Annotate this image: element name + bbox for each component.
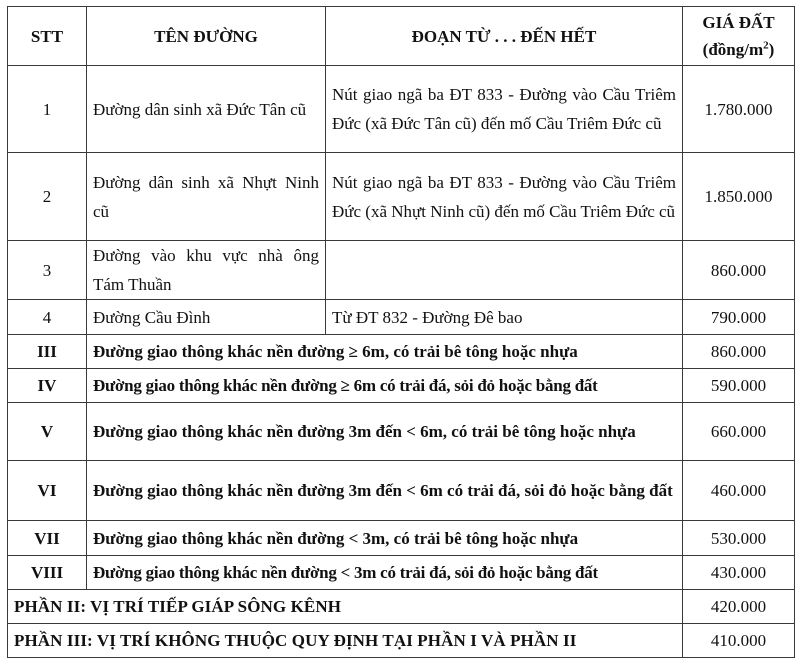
header-land-price <box>683 7 795 66</box>
category-number: IV <box>8 369 87 403</box>
land-price-table <box>7 6 795 658</box>
category-description: Đường giao thông khác nền đường ≥ 6m, có trải bê tông hoặc nhựa <box>87 335 683 369</box>
part-title: PHẦN III: VỊ TRÍ KHÔNG THUỘC QUY ĐỊNH TẠI PHẦN I VÀ PHẦN II <box>8 624 683 658</box>
category-price: 660.000 <box>683 403 795 461</box>
header-price-unit: $(đồng/m^2)$ <box>702 39 775 59</box>
row-stt: 4 <box>8 300 87 335</box>
category-number: VI <box>8 461 87 521</box>
table-row <box>8 241 795 300</box>
category-price: 430.000 <box>683 556 795 590</box>
row-price: 1.780.000 <box>683 66 795 153</box>
category-number: VIII <box>8 556 87 590</box>
category-row <box>8 369 795 403</box>
header-stt: STT <box>8 7 87 66</box>
table-row <box>8 300 795 335</box>
row-stt: 1 <box>8 66 87 153</box>
row-price: 860.000 <box>683 241 795 300</box>
row-road-name: Đường dân sinh xã Nhựt Ninh cũ <box>87 153 326 241</box>
row-road-name: Đường dân sinh xã Đức Tân cũ <box>87 66 326 153</box>
category-row <box>8 461 795 521</box>
category-number: V <box>8 403 87 461</box>
category-price: 530.000 <box>683 521 795 556</box>
category-description: Đường giao thông khác nền đường 3m đến < 6m, có trải bê tông hoặc nhựa <box>87 403 683 461</box>
category-price: 590.000 <box>683 369 795 403</box>
table-row <box>8 66 795 153</box>
row-stt: 3 <box>8 241 87 300</box>
header-row <box>8 7 795 66</box>
category-row <box>8 556 795 590</box>
category-number: III <box>8 335 87 369</box>
category-price: 860.000 <box>683 335 795 369</box>
category-row <box>8 403 795 461</box>
header-price-title: GIÁ ĐẤT <box>702 13 775 32</box>
part-price: 420.000 <box>683 590 795 624</box>
row-road-name: Đường vào khu vực nhà ông Tám Thuần <box>87 241 326 300</box>
row-segment: Nút giao ngã ba ĐT 833 - Đường vào Cầu Triêm Đức (xã Đức Tân cũ) đến mố Cầu Triêm Đức cũ <box>326 66 683 153</box>
category-row <box>8 335 795 369</box>
row-segment <box>326 241 683 300</box>
part-title: PHẦN II: VỊ TRÍ TIẾP GIÁP SÔNG KÊNH <box>8 590 683 624</box>
row-segment: Nút giao ngã ba ĐT 833 - Đường vào Cầu Triêm Đức (xã Nhựt Ninh cũ) đến mố Cầu Triêm Đức cũ <box>326 153 683 241</box>
part-row <box>8 590 795 624</box>
table-row <box>8 153 795 241</box>
row-stt: 2 <box>8 153 87 241</box>
category-description: Đường giao thông khác nền đường 3m đến < 6m có trải đá, sỏi đỏ hoặc bằng đất <box>87 461 683 521</box>
part-price: 410.000 <box>683 624 795 658</box>
row-price: 1.850.000 <box>683 153 795 241</box>
category-description: Đường giao thông khác nền đường ≥ 6m có trải đá, sỏi đỏ hoặc bằng đất <box>87 369 683 403</box>
category-description: Đường giao thông khác nền đường < 3m có trải đá, sỏi đỏ hoặc bằng đất <box>87 556 683 590</box>
category-description: Đường giao thông khác nền đường < 3m, có trải bê tông hoặc nhựa <box>87 521 683 556</box>
header-road-name: TÊN ĐƯỜNG <box>87 7 326 66</box>
row-road-name: Đường Cầu Đình <box>87 300 326 335</box>
part-row <box>8 624 795 658</box>
category-row <box>8 521 795 556</box>
category-price: 460.000 <box>683 461 795 521</box>
row-segment: Từ ĐT 832 - Đường Đê bao <box>326 300 683 335</box>
category-number: VII <box>8 521 87 556</box>
row-price: 790.000 <box>683 300 795 335</box>
header-segment: ĐOẠN TỪ . . . ĐẾN HẾT <box>326 7 683 66</box>
